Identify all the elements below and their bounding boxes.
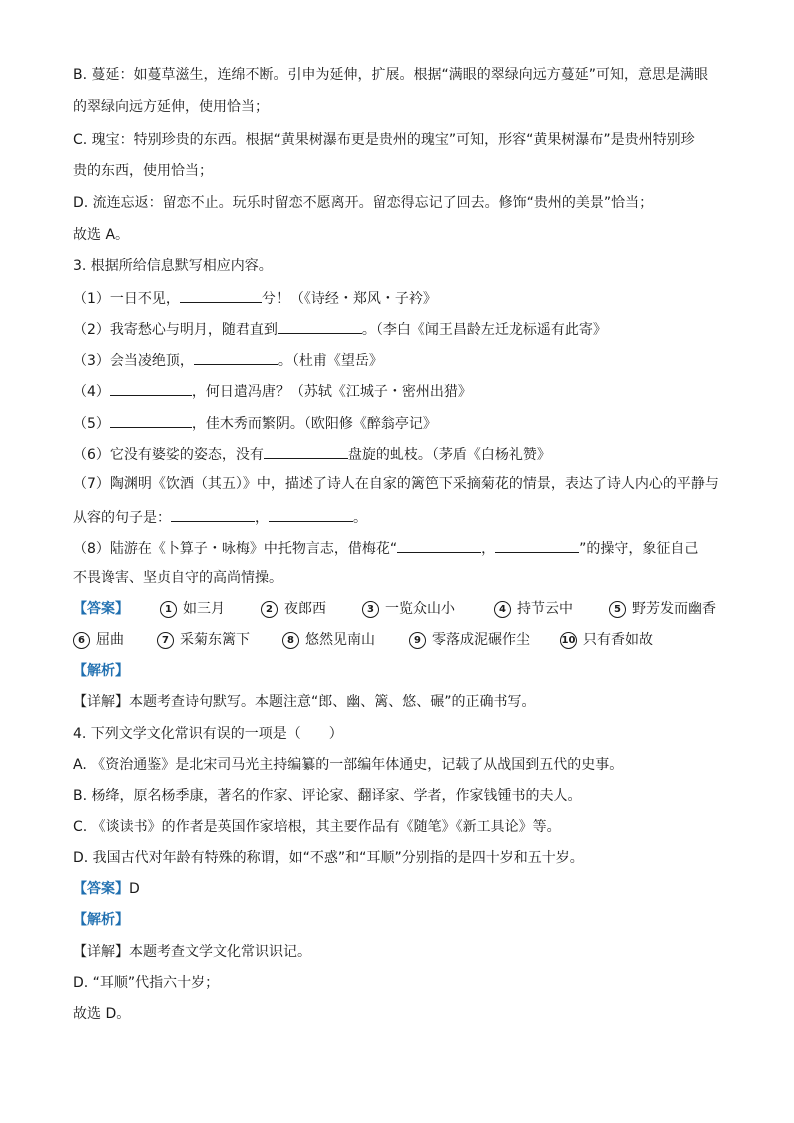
q3-item-5-suffix: ，佳木秀而繁阴。（欧阳修《醉翁亭记》 xyxy=(191,416,437,432)
q3-detail xyxy=(73,692,536,712)
q3-item-3 xyxy=(73,349,383,371)
answer-text: 悠然见南山 xyxy=(305,632,375,648)
option-b-explanation-line2: 的翠绿向远方延伸，使用恰当； xyxy=(73,99,269,115)
answer-blank xyxy=(110,380,192,396)
number-circle: 4 xyxy=(494,601,511,618)
q4-option-b: B. 杨绛，原名杨季康，著名的作家、评论家、翻译家、学者，作家钱锺书的夫人。 xyxy=(73,788,582,804)
option-d-explanation: D. 流连忘返：留恋不止。玩乐时留恋不愿离开。留恋得忘记了回去。修饰“贵州的美景”恰当； xyxy=(73,195,654,211)
answer-blank xyxy=(180,287,262,303)
answer-blank xyxy=(269,506,353,522)
answer-blank xyxy=(264,443,348,459)
q3-item-8-line2: 不畏谗害、坚贞自守的高尚情操。 xyxy=(73,570,283,586)
q3-answer-row-2 xyxy=(73,630,733,650)
q3-item-7-comma: ， xyxy=(255,510,269,526)
answer-text: 持节云中 xyxy=(517,601,573,617)
q3-analysis-label: 【解析】 xyxy=(73,663,129,679)
q3-item-1-prefix: （1）一日不见， xyxy=(73,291,180,307)
number-circle: 3 xyxy=(362,601,379,618)
q3-item-2 xyxy=(73,318,607,340)
q2-conclusion: 故选 A。 xyxy=(73,227,130,243)
q3-item-6 xyxy=(73,443,551,465)
q3-item-7-prefix: 从容的句子是： xyxy=(73,510,171,526)
answer-text: 野芳发而幽香 xyxy=(632,601,716,617)
q4-stem: 4. 下列文学文化常识有误的一项是（ ） xyxy=(73,726,343,742)
answer-label: 【答案】 xyxy=(73,601,129,617)
answer-label: 【答案】 xyxy=(73,881,129,897)
q4-d-note: D. “耳顺”代指六十岁； xyxy=(73,975,220,991)
answer-blank xyxy=(171,506,255,522)
answer-item-6 xyxy=(73,630,124,650)
number-circle: 1 xyxy=(160,601,177,618)
q3-item-3-prefix: （3）会当凌绝顶， xyxy=(73,353,194,369)
answer-blank xyxy=(278,318,362,334)
q3-item-8-comma: ， xyxy=(481,541,496,557)
answer-value: D xyxy=(129,881,140,897)
q3-item-2-suffix: 。（李白《闻王昌龄左迁龙标遥有此寄》 xyxy=(361,322,607,338)
q3-item-8-prefix: （8）陆游在《卜算子・咏梅》中托物言志，借梅花“ xyxy=(73,541,398,557)
answer-item-4 xyxy=(494,599,573,619)
q3-item-6-prefix: （6）它没有婆娑的姿态，没有 xyxy=(73,447,264,463)
answer-item-2 xyxy=(261,599,326,619)
q3-item-1 xyxy=(73,287,437,309)
answer-text: 夜郎西 xyxy=(284,601,326,617)
number-circle: 2 xyxy=(261,601,278,618)
q4-analysis-label: 【解析】 xyxy=(73,912,129,928)
answer-item-10 xyxy=(560,630,653,650)
q3-item-7-line1: （7）陶渊明《饮酒（其五）》中，描述了诗人在自家的篱笆下采摘菊花的情景，表达了诗人内心的平静与 xyxy=(73,476,719,492)
q3-item-4-prefix: （4） xyxy=(73,384,110,400)
answer-item-1 xyxy=(160,599,225,619)
number-circle: 8 xyxy=(282,632,299,649)
option-c-explanation-line2: 贵的东西，使用恰当； xyxy=(73,163,213,179)
q3-item-6-suffix: 盘旋的虬枝。（茅盾《白杨礼赞》 xyxy=(347,447,551,463)
answer-item-8 xyxy=(282,630,375,650)
q3-item-4 xyxy=(73,380,472,402)
number-circle: 10 xyxy=(560,632,577,649)
number-circle: 5 xyxy=(609,601,626,618)
q3-answer-row-1 xyxy=(73,599,733,619)
q3-item-7-line2 xyxy=(73,506,367,528)
q4-option-d: D. 我国古代对年龄有特殊的称谓，如“不惑”和“耳顺”分别指的是四十岁和五十岁。 xyxy=(73,850,584,866)
q4-option-a: A. 《资治通鉴》是北宋司马光主持编纂的一部编年体通史，记载了从战国到五代的史事。 xyxy=(73,757,624,773)
q3-item-8-line1 xyxy=(73,537,698,559)
detail-label: 【详解】 xyxy=(73,694,129,710)
q3-item-4-suffix: ，何日遣冯唐？（苏轼《江城子・密州出猎》 xyxy=(191,384,472,400)
answer-text: 一览众山小 xyxy=(385,601,455,617)
answer-blank xyxy=(397,537,481,553)
q3-item-5 xyxy=(73,412,437,434)
detail-label: 【详解】 xyxy=(73,944,129,960)
q4-answer xyxy=(73,879,140,899)
q3-item-7-period: 。 xyxy=(353,510,367,526)
answer-text: 只有香如故 xyxy=(583,632,653,648)
detail-text: 本题考查文学文化常识识记。 xyxy=(129,944,311,960)
detail-text: 本题考查诗句默写。本题注意“郎、幽、篱、悠、碾”的正确书写。 xyxy=(129,694,536,710)
number-circle: 6 xyxy=(73,632,90,649)
q3-item-5-prefix: （5） xyxy=(73,416,110,432)
answer-text: 采菊东篱下 xyxy=(180,632,250,648)
q3-item-3-suffix: 。（杜甫《望岳》 xyxy=(277,353,383,369)
answer-blank xyxy=(110,412,192,428)
number-circle: 9 xyxy=(409,632,426,649)
answer-text: 如三月 xyxy=(183,601,225,617)
option-b-explanation-line1: B. 蔓延：如蔓草滋生，连绵不断。引申为延伸，扩展。根据“满眼的翠绿向远方蔓延”可知，意思是满眼 xyxy=(73,67,709,83)
answer-item-7 xyxy=(157,630,250,650)
q4-option-c: C. 《谈读书》的作者是英国作家培根，其主要作品有《随笔》《新工具论》等。 xyxy=(73,819,561,835)
answer-item-9 xyxy=(409,630,530,650)
number-circle: 7 xyxy=(157,632,174,649)
answer-blank xyxy=(495,537,579,553)
answer-item-3 xyxy=(362,599,455,619)
option-c-explanation-line1: C. 瑰宝：特别珍贵的东西。根据“黄果树瀑布更是贵州的瑰宝”可知，形容“黄果树瀑布”是贵州特别珍 xyxy=(73,132,695,148)
q4-detail xyxy=(73,942,311,962)
q4-conclusion: 故选 D。 xyxy=(73,1006,131,1022)
q3-item-2-prefix: （2）我寄愁心与明月，随君直到 xyxy=(73,322,278,338)
answer-item-5 xyxy=(609,599,716,619)
q3-item-8-suffix: ”的操守，象征自己 xyxy=(579,541,699,557)
answer-text: 屈曲 xyxy=(96,632,124,648)
q3-stem: 3. 根据所给信息默写相应内容。 xyxy=(73,258,273,274)
q3-item-1-suffix: 兮！（《诗经・郑风・子衿》 xyxy=(261,291,437,307)
answer-text: 零落成泥碾作尘 xyxy=(432,632,530,648)
answer-blank xyxy=(194,349,278,365)
